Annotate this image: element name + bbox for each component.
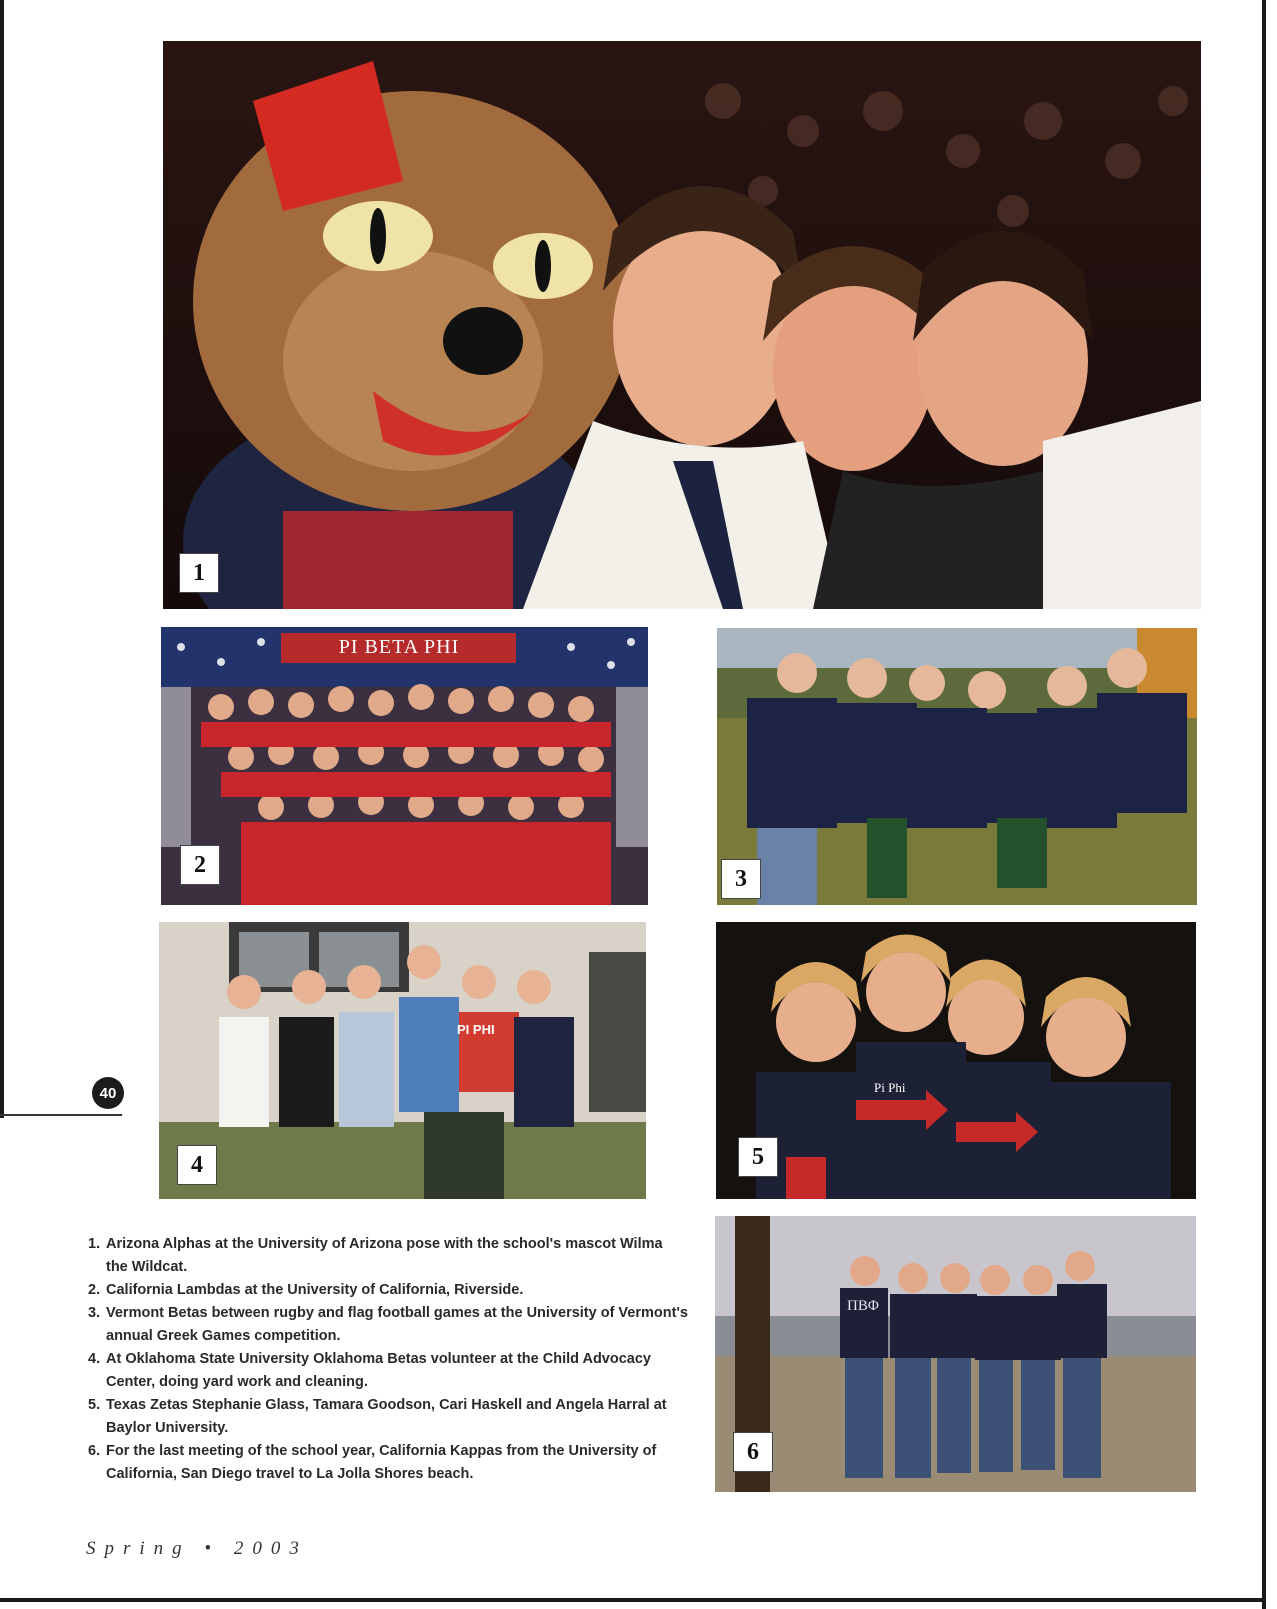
photo-captions (88, 1233, 688, 1486)
page-border-right (1262, 0, 1266, 1609)
photo-6-shirt-text: ΠΒΦ (847, 1298, 879, 1314)
photo-3-image (717, 628, 1197, 905)
page-border-bottom (0, 1598, 1266, 1602)
page-number-rule (0, 1114, 122, 1116)
photo-2-number: 2 (180, 845, 220, 885)
photo-5-shirt-text: Pi Phi (874, 1080, 906, 1095)
photo-6-image (715, 1216, 1196, 1492)
photo-3-number: 3 (721, 859, 761, 899)
page-border-left (0, 0, 4, 1118)
caption-item: 2. California Lambdas at the University of California, Riverside. (88, 1282, 524, 1298)
photo-6-number: 6 (733, 1432, 773, 1472)
photo-california-kappas[interactable] (715, 1216, 1196, 1492)
photo-1-image (163, 41, 1201, 609)
photo-1-number: 1 (179, 553, 219, 593)
photo-vermont-betas[interactable] (717, 628, 1197, 905)
caption-item: 3. Vermont Betas between rugby and flag football games at the University of Vermont's annual Greek Games competition. (88, 1305, 688, 1344)
caption-item: 1. Arizona Alphas at the University of Arizona pose with the school's mascot Wilma the Wildcat. (88, 1236, 663, 1275)
photo-4-image (159, 922, 646, 1199)
photo-california-lambdas[interactable] (161, 627, 648, 905)
issue-footer: Spring • 2003 (86, 1538, 308, 1559)
page-number-badge: 40 (92, 1077, 124, 1109)
photo-2-banner-text: PI BETA PHI (338, 636, 460, 658)
photo-mascot-wildcat[interactable] (163, 41, 1201, 609)
photo-oklahoma-betas[interactable] (159, 922, 646, 1199)
caption-item: 5. Texas Zetas Stephanie Glass, Tamara Goodson, Cari Haskell and Angela Harral at Baylor University. (88, 1397, 667, 1436)
photo-5-image (716, 922, 1196, 1199)
photo-4-shirt-text: PI PHI (457, 1022, 495, 1037)
photo-texas-zetas[interactable] (716, 922, 1196, 1199)
photo-5-number: 5 (738, 1137, 778, 1177)
caption-item: 4. At Oklahoma State University Oklahoma Betas volunteer at the Child Advocacy Center, doing yard work and cleaning. (88, 1351, 651, 1390)
photo-4-number: 4 (177, 1145, 217, 1185)
caption-item: 6. For the last meeting of the school year, California Kappas from the University of California, San Diego travel to La Jolla Shores beach. (88, 1443, 657, 1482)
photo-2-image (161, 627, 648, 905)
